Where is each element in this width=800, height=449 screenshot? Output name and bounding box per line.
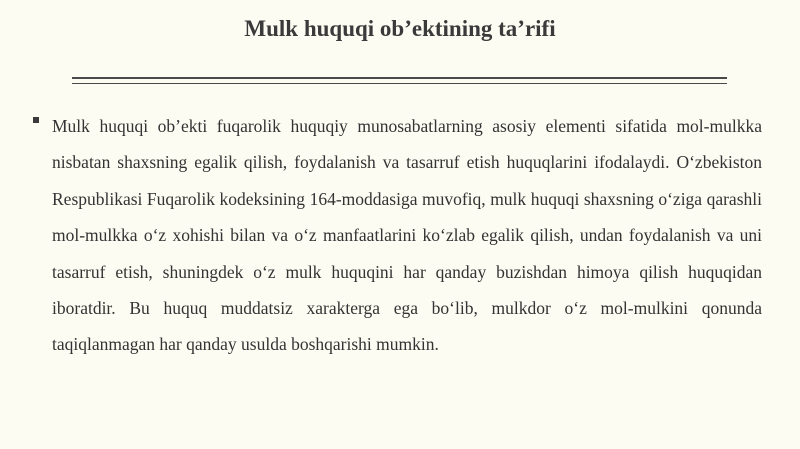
square-bullet-icon bbox=[33, 117, 39, 123]
slide-title: Mulk huquqi ob’ektining ta’rifi bbox=[244, 16, 556, 41]
title-divider-thick bbox=[72, 77, 727, 79]
bullet-paragraph: Mulk huquqi ob’ekti fuqarolik huquqiy munosabatlarning asosiy elementi sifatida mol-mulkka nisbatan shaxsning egalik qilish, foydalanish va tasarruf etish huquqlarini ifodalaydi. O‘zbekiston Respublikasi Fuqarolik kodeksining 164-moddasiga muvofiq, mulk huquqi shaxsning o‘ziga qarashli mol-mulkka o‘z xohishi bilan va o‘z manfaatlarini ko‘zlab egalik qilish, undan foydalanish va uni tasarruf etish, shuningdek o‘z mulk huquqini har qanday buzishdan himoya qilish huquqidan iboratdir. Bu huquq muddatsiz xarakterga ega bo‘lib, mulkdor o‘z mol-mulkini qonunda taqiqlanmagan har qanday usulda boshqarishi mumkin. bbox=[52, 116, 762, 355]
title-divider-thin bbox=[72, 83, 727, 84]
